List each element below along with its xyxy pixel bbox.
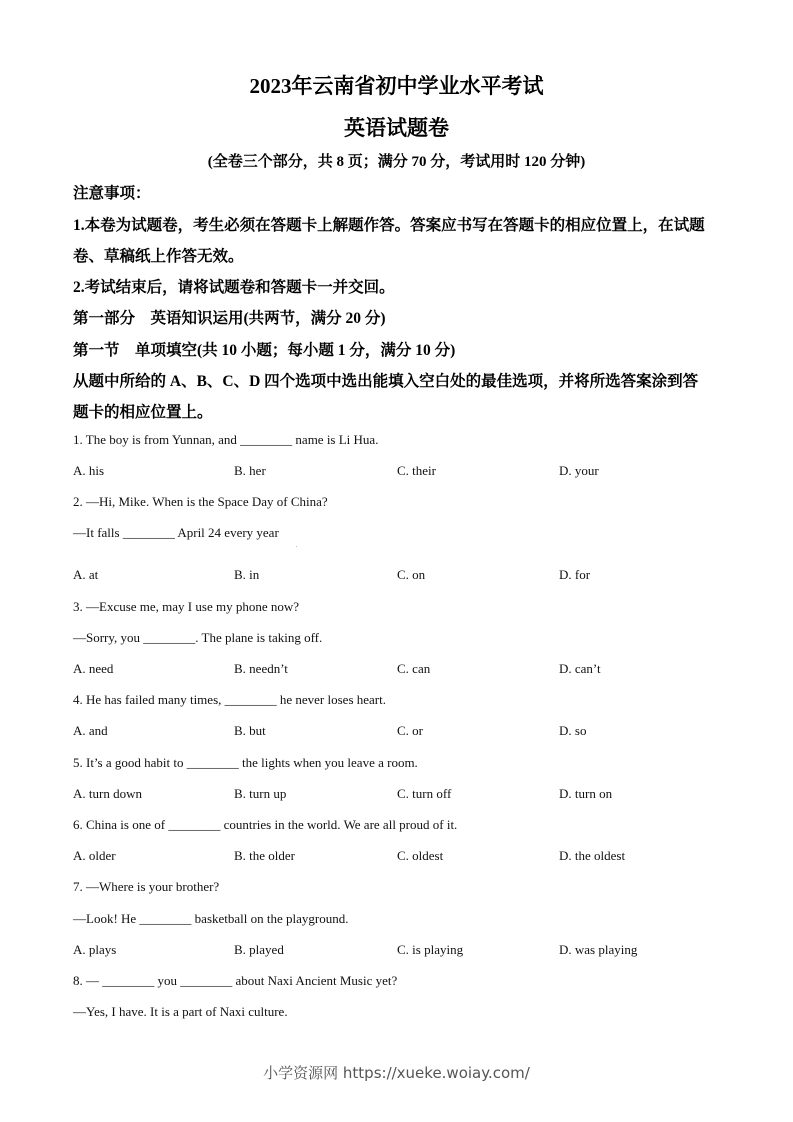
question-7-stem: 7. —Where is your brother? xyxy=(73,879,220,894)
option-c: C. or xyxy=(397,723,423,738)
option-d: D. for xyxy=(559,567,591,582)
question-3-response: —Sorry, you ________. The plane is taking off. xyxy=(73,630,323,645)
footer-watermark: 小学资源网 https://xueke.woiay.com/ xyxy=(263,1064,530,1082)
option-a: A. his xyxy=(73,463,105,478)
option-c: C. turn off xyxy=(397,786,452,801)
question-6-options xyxy=(0,848,793,866)
option-d: D. turn on xyxy=(559,786,613,801)
instruction-2: 2.考试结束后，请将试题卷和答题卡一并交回。 xyxy=(73,279,395,296)
instructions-heading: 注意事项： xyxy=(73,185,151,202)
question-8-stem: 8. — ________ you ________ about Naxi Ancient Music yet? xyxy=(73,973,398,988)
option-a: A. older xyxy=(73,848,116,863)
section1-heading: 第一节 单项填空(共 10 小题；每小题 1 分，满分 10 分) xyxy=(73,342,456,359)
option-b: B. played xyxy=(234,942,284,957)
question-4-stem: 4. He has failed many times, ________ he never loses heart. xyxy=(73,692,386,707)
option-c: C. their xyxy=(397,463,436,478)
question-1-stem: 1. The boy is from Yunnan, and ________ name is Li Hua. xyxy=(73,432,379,447)
exam-note: (全卷三个部分，共 8 页；满分 70 分，考试用时 120 分钟) xyxy=(207,154,586,170)
option-d: D. your xyxy=(559,463,599,478)
option-a: A. turn down xyxy=(73,786,142,801)
option-b: B. but xyxy=(234,723,266,738)
exam-subtitle: 英语试题卷 xyxy=(344,116,449,140)
option-b: B. her xyxy=(234,463,266,478)
exam-title: 2023年云南省初中学业水平考试 xyxy=(249,74,544,98)
option-b: B. the older xyxy=(234,848,296,863)
option-b: B. needn’t xyxy=(234,661,288,676)
question-2-response: —It falls ________ April 24 every year xyxy=(73,525,279,540)
question-7-options xyxy=(0,942,793,960)
question-2-options xyxy=(0,567,793,585)
option-d: D. can’t xyxy=(559,661,601,676)
directions-line-2: 题卡的相应位置上。 xyxy=(73,404,213,421)
question-1-options xyxy=(0,463,793,481)
option-a: A. and xyxy=(73,723,108,738)
question-8-response: —Yes, I have. It is a part of Naxi culture. xyxy=(73,1004,288,1019)
part1-heading: 第一部分 英语知识运用(共两节，满分 20 分) xyxy=(73,310,386,327)
question-5-stem: 5. It’s a good habit to ________ the lights when you leave a room. xyxy=(73,755,418,770)
question-4-options xyxy=(0,723,793,741)
option-b: B. in xyxy=(234,567,260,582)
question-6-stem: 6. China is one of ________ countries in the world. We are all proud of it. xyxy=(73,817,458,832)
instruction-1-line-2: 卷、草稿纸上作答无效。 xyxy=(73,248,244,265)
question-3-options xyxy=(0,661,793,679)
instruction-1-line-1: 1.本卷为试题卷，考生必须在答题卡上解题作答。答案应书写在答题卡的相应位置上，在试题 xyxy=(73,217,705,234)
option-c: C. oldest xyxy=(397,848,444,863)
option-d: D. so xyxy=(559,723,587,738)
option-a: A. at xyxy=(73,567,99,582)
option-a: A. need xyxy=(73,661,114,676)
directions-line-1: 从题中所给的 A、B、C、D 四个选项中选出能填入空白处的最佳选项，并将所选答案涂到答 xyxy=(73,373,699,390)
option-a: A. plays xyxy=(73,942,117,957)
option-c: C. is playing xyxy=(397,942,464,957)
option-d: D. was playing xyxy=(559,942,638,957)
scan-artifact xyxy=(296,546,297,547)
question-7-response: —Look! He ________ basketball on the playground. xyxy=(73,911,349,926)
question-5-options xyxy=(0,786,793,804)
question-2-stem: 2. —Hi, Mike. When is the Space Day of China? xyxy=(73,494,328,509)
option-d: D. the oldest xyxy=(559,848,626,863)
option-b: B. turn up xyxy=(234,786,287,801)
option-c: C. can xyxy=(397,661,431,676)
option-c: C. on xyxy=(397,567,426,582)
question-3-stem: 3. —Excuse me, may I use my phone now? xyxy=(73,599,300,614)
